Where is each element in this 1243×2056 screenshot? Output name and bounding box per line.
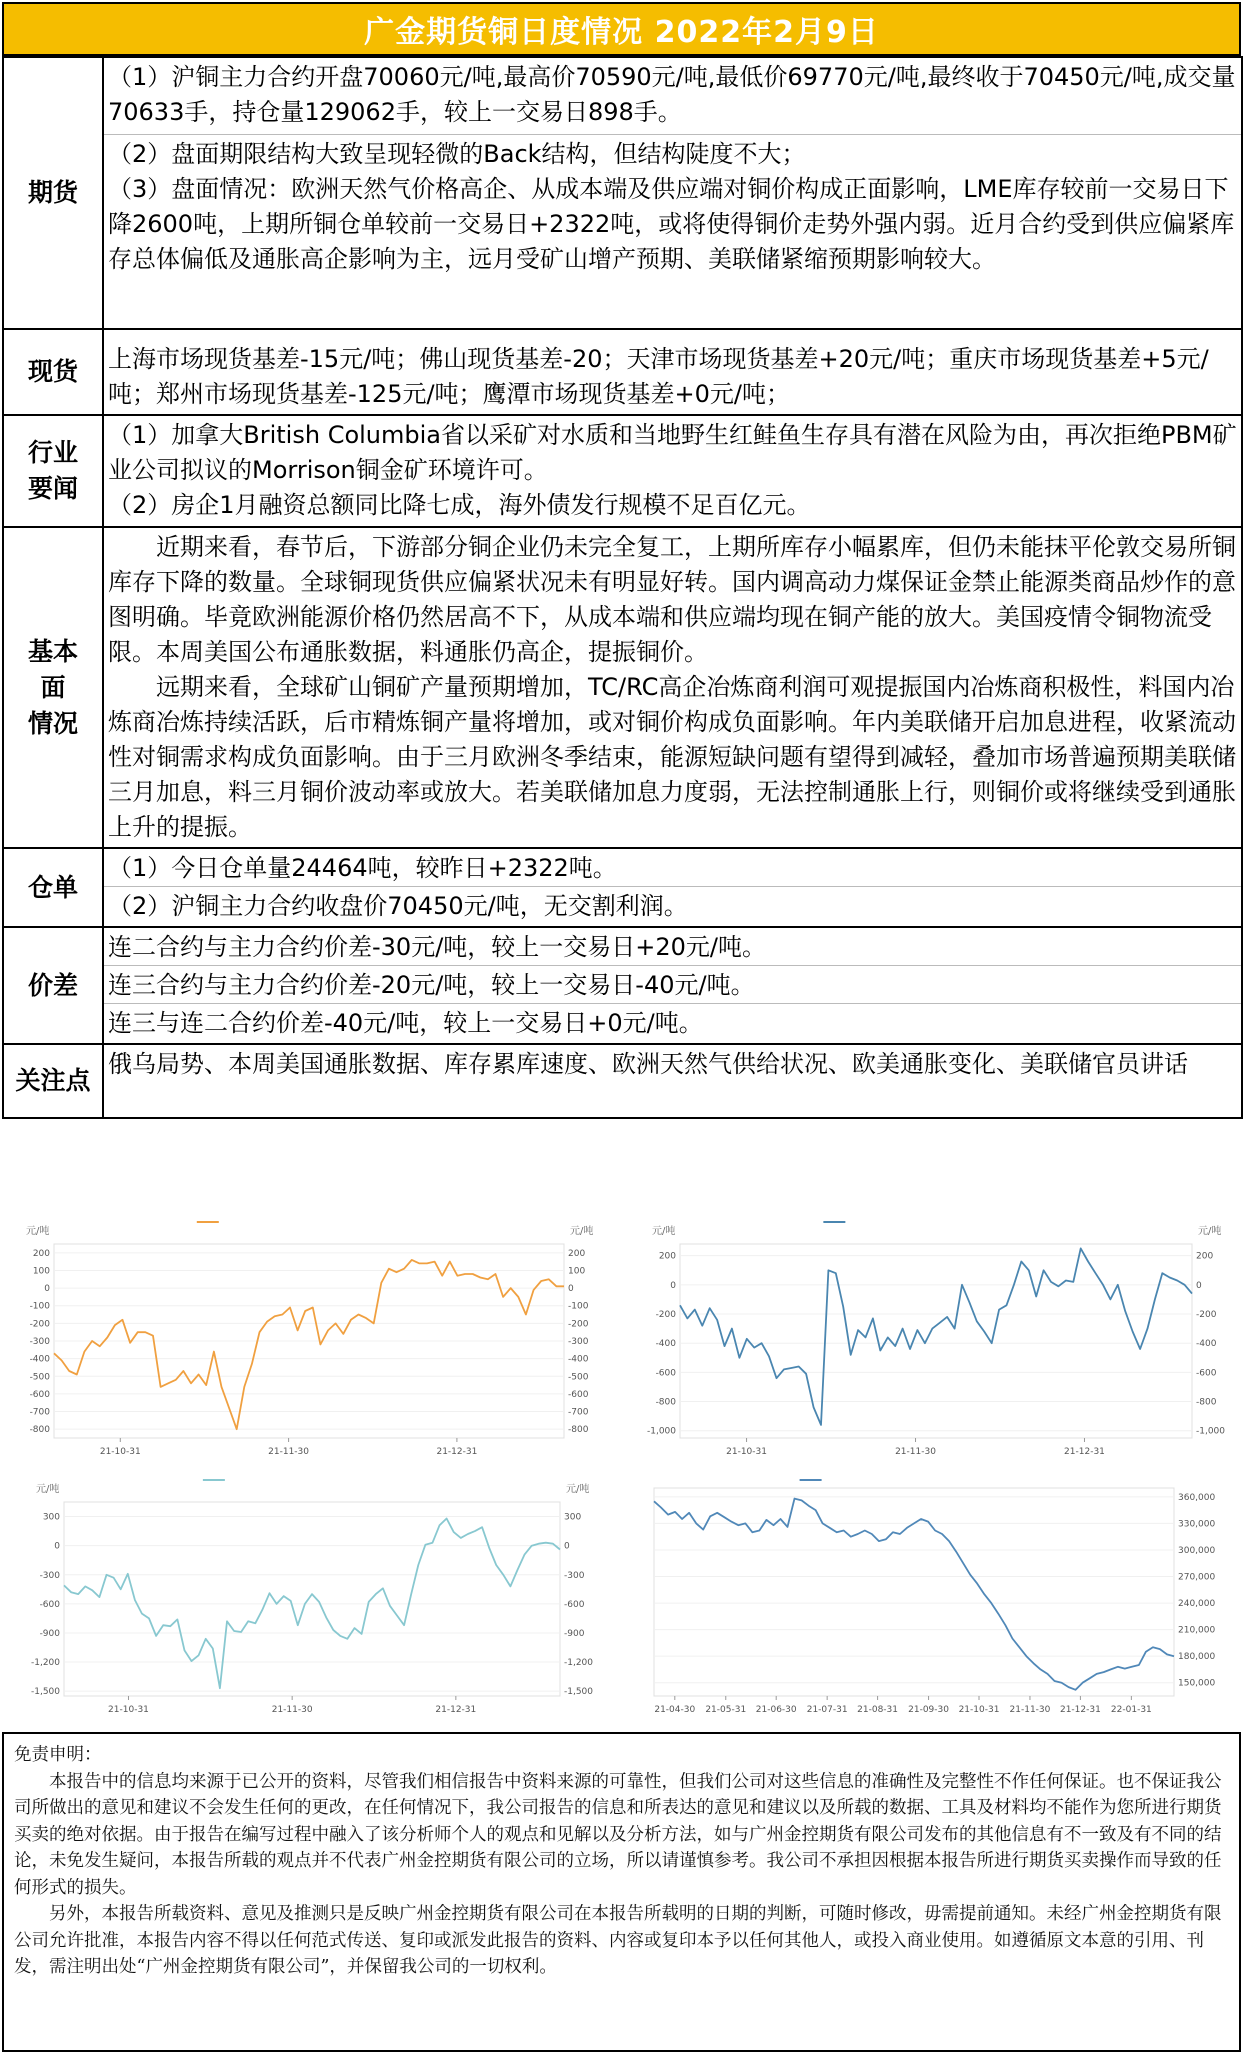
x-tick-label: 21-10-31 [726, 1447, 767, 1457]
y2-tick-label: -600 [1196, 1368, 1217, 1379]
y2-axis-unit-label: 元/吨 [570, 1226, 594, 1237]
charts-area [0, 1202, 1243, 1730]
x-tick-label: 21-12-31 [436, 1447, 478, 1457]
futures-row [3, 57, 1242, 329]
news-p2: （2）房企1月融资总额同比降七成，海外债发行规模不足百亿元。 [108, 491, 811, 519]
futures-p3: （3）盘面情况：欧洲天然气价格高企、从成本端及供应端对铜价构成正面影响，LME库存较前一交易日下降2600吨，上期所铜仓单较前一交易日+2322吨，或将使得铜价走势外强内弱。近月合约受到供应偏紧库存总体偏低及通胀高企影响为主，远月受矿山增产预期、美联储紧缩预期影响较大。 [108, 175, 1235, 273]
x-tick-label: 21-09-30 [908, 1705, 949, 1715]
y2-axis-unit-label: 元/吨 [566, 1484, 590, 1495]
y-tick-label: -800 [29, 1425, 50, 1436]
x-tick-label: 21-04-30 [654, 1705, 696, 1715]
y-tick-label: -300 [29, 1337, 50, 1347]
y2-tick-label: -300 [564, 1570, 585, 1581]
y-tick-label: -400 [29, 1354, 50, 1365]
spot-content: 上海市场现货基差-15元/吨；佛山现货基差-20；天津市场现货基差+20元/吨；重庆市场现货基差+5元/吨；郑州市场现货基差-125元/吨；鹰潭市场现货基差+0元/吨； [103, 329, 1242, 415]
y2-tick-label: 240,000 [1178, 1599, 1216, 1610]
y2-tick-label: -700 [568, 1407, 589, 1418]
chart-3 [8, 1468, 616, 1730]
y2-tick-label: -200 [1196, 1310, 1217, 1321]
news-label [3, 415, 103, 527]
y2-tick-label: 200 [568, 1248, 586, 1259]
news-label-2: 要闻 [27, 474, 78, 503]
y-tick-label: -200 [29, 1319, 50, 1330]
y2-tick-label: 200 [1196, 1251, 1214, 1262]
y2-tick-label: 300,000 [1178, 1545, 1216, 1556]
disclaimer [2, 1732, 1241, 2052]
x-tick-label: 21-10-31 [958, 1705, 1000, 1715]
spot-row [3, 329, 1242, 415]
y2-tick-label: 210,000 [1178, 1625, 1216, 1636]
y-tick-label: 0 [44, 1284, 50, 1295]
x-tick-label: 21-12-31 [435, 1705, 477, 1715]
spread-p2: 连三合约与主力合约价差-20元/吨，较上一交易日-40元/吨。 [104, 965, 1241, 1003]
y2-tick-label: 360,000 [1178, 1492, 1216, 1503]
spread-content [103, 927, 1242, 1044]
y-tick-label: -400 [655, 1339, 676, 1350]
y2-tick-label: 0 [1196, 1280, 1202, 1291]
y2-tick-label: -600 [564, 1599, 585, 1610]
x-tick-label: 21-06-30 [755, 1705, 797, 1715]
y2-tick-label: -1,500 [564, 1687, 594, 1698]
x-tick-label: 21-12-31 [1064, 1447, 1105, 1457]
x-tick-label: 22-01-31 [1110, 1705, 1152, 1715]
fundamental-label-3: 情况 [27, 708, 78, 738]
y2-tick-label: -1,000 [1196, 1426, 1226, 1437]
chart-4 [628, 1468, 1236, 1730]
report-title: 广金期货铜日度情况 2022年2月9日 [2, 2, 1241, 56]
spot-label: 现货 [3, 329, 103, 415]
futures-p2: （2）盘面期限结构大致呈现轻微的Back结构，但结构陡度不大； [104, 134, 1241, 172]
focus-content: 俄乌局势、本周美国通胀数据、库存累库速度、欧洲天然气供给状况、欧美通胀变化、美联储官员讲话 [103, 1044, 1242, 1118]
fundamental-row [3, 527, 1242, 848]
x-tick-label: 21-11-30 [271, 1705, 313, 1715]
y-tick-label: -1,200 [30, 1658, 60, 1669]
disclaimer-p1: 本报告中的信息均来源于已公开的资料，尽管我们相信报告中资料来源的可靠性，但我们公司对这些信息的准确性及完整性不作任何保证。也不保证我公司所做出的意见和建议不会发生任何的更改，在任何情况下，我公司报告的信息和所表达的意见和建议以及所载的数据、工具及材料均不能作为您所进行期货买卖的绝对依据。由于报告在编写过程中融入了该分析师个人的观点和见解以及分析方法，如与广州金控期货有限公司发布的其他信息有不一致及有不同的结论，未免发生疑问，本报告所载的观点并不代表广州金控期货有限公司的立场，所以请谨慎参考。我公司不承担因根据本报告所进行期货买卖操作而导致的任何形式的损失。 [14, 1771, 1222, 1898]
y2-tick-label: -300 [568, 1337, 589, 1347]
chart-2 [628, 1210, 1236, 1472]
chart-1-svg [8, 1210, 616, 1472]
y-axis-unit-label: 元/吨 [36, 1484, 60, 1495]
y-tick-label: 200 [32, 1248, 50, 1259]
report-table [2, 56, 1243, 1119]
x-tick-label: 21-11-30 [268, 1447, 310, 1457]
fundamental-label [3, 527, 103, 848]
y-tick-label: -600 [29, 1389, 50, 1400]
news-label-1: 行业 [27, 438, 78, 467]
y2-tick-label: 0 [564, 1541, 570, 1552]
y-tick-label: -1,500 [30, 1687, 60, 1698]
focus-row [3, 1044, 1242, 1118]
fundamental-p1: 近期来看，春节后，下游部分铜企业仍未完全复工，上期所库存小幅累库，但仍未能抹平伦敦交易所铜库存下降的数量。全球铜现货供应偏紧状况未有明显好转。国内调高动力煤保证金禁止能源类商品炒作的意图明确。毕竟欧洲能源价格仍然居高不下，从成本端和供应端均现在铜产能的放大。美国疫情令铜物流受限。本周美国公布通胀数据，料通胀仍高企，提振铜价。 [108, 533, 1236, 666]
y2-tick-label: -1,200 [564, 1658, 594, 1669]
y2-tick-label: -900 [564, 1628, 585, 1639]
x-tick-label: 21-08-31 [857, 1705, 899, 1715]
spread-label: 价差 [3, 927, 103, 1044]
fundamental-label-1: 基本 [27, 636, 78, 666]
x-tick-label: 21-10-31 [99, 1447, 141, 1457]
warrant-content [103, 848, 1242, 927]
y-tick-label: 300 [42, 1512, 60, 1523]
y2-tick-label: 300 [564, 1512, 582, 1523]
y-tick-label: 0 [54, 1541, 60, 1552]
warrant-p2: （2）沪铜主力合约收盘价70450元/吨，无交割利润。 [104, 886, 1241, 924]
x-tick-label: 21-05-31 [705, 1705, 747, 1715]
y-tick-label: -600 [655, 1368, 676, 1379]
news-content [103, 415, 1242, 527]
y2-tick-label: -200 [568, 1319, 589, 1330]
y-tick-label: -800 [655, 1397, 676, 1408]
y2-tick-label: 150,000 [1178, 1678, 1216, 1689]
fundamental-content [103, 527, 1242, 848]
spread-p3: 连三与连二合约价差-40元/吨，较上一交易日+0元/吨。 [104, 1003, 1241, 1041]
chart-1 [8, 1210, 616, 1472]
chart-2-svg [628, 1210, 1236, 1472]
y-tick-label: 100 [32, 1266, 50, 1277]
plot-area [654, 1488, 1174, 1696]
y2-tick-label: 270,000 [1178, 1572, 1216, 1583]
y2-tick-label: -800 [1196, 1397, 1217, 1408]
futures-label: 期货 [3, 57, 103, 329]
plot-area [64, 1502, 560, 1696]
y-axis-unit-label: 元/吨 [26, 1226, 50, 1237]
news-p1: （1）加拿大British Columbia省以采矿对水质和当地野生红鲑鱼生存具有潜在风险为由，再次拒绝PBM矿业公司拟议的Morrison铜金矿环境许可。 [108, 421, 1237, 484]
y-tick-label: -200 [655, 1310, 676, 1321]
y-tick-label: 200 [658, 1251, 676, 1262]
y-tick-label: -700 [29, 1407, 50, 1418]
disclaimer-heading: 免责申明： [14, 1745, 102, 1765]
chart-4-svg [628, 1468, 1236, 1730]
y-axis-unit-label: 元/吨 [652, 1226, 676, 1237]
y-tick-label: -100 [29, 1301, 50, 1312]
futures-content [103, 57, 1242, 329]
disclaimer-p2: 另外，本报告所载资料、意见及推测只是反映广州金控期货有限公司在本报告所载明的日期的判断，可随时修改，毋需提前通知。未经广州金控期货有限公司允许批准，本报告内容不得以任何范式传送、复印或派发此报告的资料、内容或复印本予以任何其他人，或投入商业使用。如遵循原文本意的引用、刊发，需注明出处“广州金控期货有限公司”，并保留我公司的一切权利。 [14, 1904, 1222, 1977]
x-tick-label: 21-11-30 [895, 1447, 936, 1457]
x-tick-label: 21-11-30 [1009, 1705, 1051, 1715]
warrant-p1: （1）今日仓单量24464吨，较昨日+2322吨。 [108, 854, 617, 882]
chart-3-svg [8, 1468, 616, 1730]
y2-tick-label: 0 [568, 1284, 574, 1295]
plot-area [680, 1244, 1192, 1438]
y2-tick-label: 180,000 [1178, 1652, 1216, 1663]
y2-tick-label: 100 [568, 1266, 586, 1277]
y-tick-label: -900 [39, 1628, 60, 1639]
y2-axis-unit-label: 元/吨 [1198, 1226, 1222, 1237]
y-tick-label: 0 [670, 1280, 676, 1291]
y2-tick-label: -400 [568, 1354, 589, 1365]
focus-label: 关注点 [3, 1044, 103, 1118]
y-tick-label: -300 [39, 1570, 60, 1581]
y2-tick-label: 330,000 [1178, 1519, 1216, 1530]
y2-tick-label: -500 [568, 1372, 589, 1383]
y2-tick-label: -100 [568, 1301, 589, 1312]
spread-p1: 连二合约与主力合约价差-30元/吨，较上一交易日+20元/吨。 [108, 933, 767, 961]
x-tick-label: 21-10-31 [108, 1705, 149, 1715]
y2-tick-label: -400 [1196, 1339, 1217, 1350]
futures-p1: （1）沪铜主力合约开盘70060元/吨,最高价70590元/吨,最低价69770元/吨,最终收于70450元/吨,成交量70633手，持仓量129062手，较上一交易日898手。 [108, 63, 1236, 126]
warrant-row [3, 848, 1242, 927]
y-tick-label: -1,000 [646, 1426, 676, 1437]
y2-tick-label: -600 [568, 1389, 589, 1400]
fundamental-label-2: 面 [40, 672, 66, 702]
news-row [3, 415, 1242, 527]
warrant-label: 仓单 [3, 848, 103, 927]
y2-tick-label: -800 [568, 1425, 589, 1436]
y-tick-label: -600 [39, 1599, 60, 1610]
y-tick-label: -500 [29, 1372, 50, 1383]
x-tick-label: 21-12-31 [1059, 1705, 1101, 1715]
fundamental-p2: 远期来看，全球矿山铜矿产量预期增加，TC/RC高企冶炼商利润可观提振国内冶炼商积极性，料国内冶炼商冶炼持续活跃，后市精炼铜产量将增加，或对铜价构成负面影响。年内美联储开启加息进程，收紧流动性对铜需求构成负面影响。由于三月欧洲冬季结束，能源短缺问题有望得到减轻，叠加市场普遍预期美联储三月加息，料三月铜价波动率或放大。若美联储加息力度弱，无法控制通胀上行，则铜价或将继续受到通胀上升的提振。 [108, 673, 1236, 841]
spread-row [3, 927, 1242, 1044]
x-tick-label: 21-07-31 [806, 1705, 848, 1715]
